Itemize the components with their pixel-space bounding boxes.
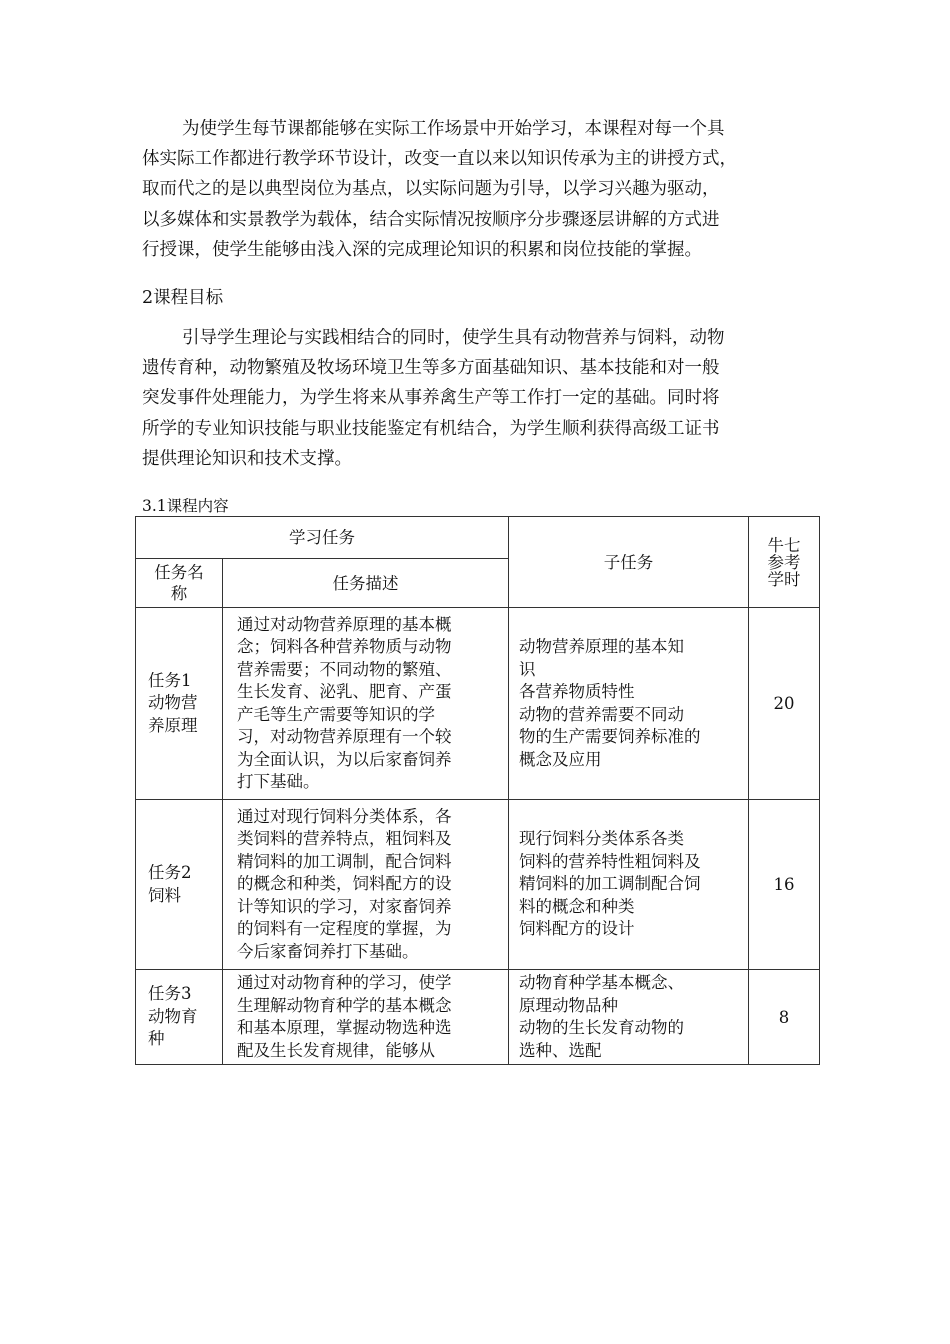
subtask-cell [509,800,749,970]
task-name-line: 任务1 [148,670,192,690]
intro-line: 取而代之的是以典型岗位为基点，以实际问题为引导，以学习兴趣为驱动， [142,179,720,200]
header-task-desc: 任务描述 [223,559,509,608]
subtask-line: 动物营养原理的基本知 [519,637,684,656]
task-name-cell [136,608,223,800]
task-desc-line: 生理解动物育种学的基本概念 [237,995,452,1015]
task-desc-line: 通过对动物营养原理的基本概 [237,614,452,634]
subtask-line: 动物的生长发育动物的 [519,1018,684,1037]
subtask-line: 原理动物品种 [519,995,618,1015]
goal-paragraph [142,323,832,474]
task-desc-cell [223,608,509,800]
subtask-cell [509,970,749,1065]
task-desc-line: 的饲料有一定程度的掌握，为 [237,919,452,939]
subtask-line: 物的生产需要饲养标准的 [519,727,701,746]
task-desc-line: 为全面认识，为以后家畜饲养 [237,749,452,769]
task-name-line: 饲料 [148,885,181,905]
task-name-cell [136,800,223,970]
task-desc-line: 配及生长发育规律，能够从 [237,1040,435,1060]
subtask-line: 识 [519,659,536,679]
intro-line: 体实际工作都进行教学环节设计，改变一直以来以知识传承为主的讲授方式， [142,149,737,170]
task-desc-line: 精饲料的加工调制，配合饲料 [237,851,452,871]
header-hours [749,517,820,608]
task-desc-cell [223,800,509,970]
task-name-line: 任务3 [148,984,192,1004]
subtask-line: 动物育种学基本概念、 [519,973,684,992]
task-name-cell [136,970,223,1065]
header-hours-line: 参考 [767,552,801,572]
hours-cell: 8 [749,970,820,1065]
task-name-line: 动物营 [148,693,198,713]
header-learning-task: 学习任务 [136,517,509,559]
task-desc-line: 和基本原理，掌握动物选种选 [237,1018,452,1037]
goal-line: 突发事件处理能力，为学生将来从事养禽生产等工作打一定的基础。同时将 [142,388,720,409]
task-desc-line: 今后家畜饲养打下基础。 [237,941,419,961]
subtask-line: 动物的营养需要不同动 [519,704,684,724]
subtask-line: 料的概念和种类 [519,896,635,916]
task-desc-line: 通过对现行饲料分类体系，各 [237,806,452,826]
task-desc-line: 通过对动物育种的学习，使学 [237,973,452,992]
subtask-line: 精饲料的加工调制配合饲 [519,874,701,894]
header-hours-line: 学时 [767,569,801,589]
task-name-line: 任务2 [148,863,192,882]
task-desc-line: 打下基础。 [237,772,320,791]
subtask-line: 各营养物质特性 [519,682,635,701]
task-desc-line: 营养需要；不同动物的繁殖、 [237,659,452,679]
intro-line: 以多媒体和实景教学为载体，结合实际情况按顺序分步骤逐层讲解的方式进 [142,209,720,230]
subtask-line: 概念及应用 [519,749,602,769]
task-desc-line: 的概念和种类，饲料配方的设 [237,874,452,894]
header-subtask: 子任务 [509,517,749,608]
goal-line: 引导学生理论与实践相结合的同时，使学生具有动物营养与饲料，动物 [182,328,725,348]
task-name-line: 种 [148,1029,165,1049]
header-task-name-line: 称 [170,584,188,603]
table-row [136,800,820,970]
goal-line: 所学的专业知识技能与职业技能鉴定有机结合，为学生顺利获得高级工证书 [142,418,720,439]
table-row [136,970,820,1065]
hours-cell: 20 [749,608,820,800]
section-heading-course-goals: 2课程目标 [142,288,224,308]
intro-line: 为使学生每节课都能够在实际工作场景中开始学习，本课程对每一个具 [182,119,725,139]
subtask-line: 选种、选配 [519,1040,602,1060]
subtask-cell [509,608,749,800]
intro-paragraph [142,114,832,265]
goal-line: 遗传育种，动物繁殖及牧场环境卫生等多方面基础知识、基本技能和对一般 [142,358,720,379]
header-hours-line: 牛七 [767,535,801,555]
task-desc-line: 计等知识的学习，对家畜饲养 [237,896,452,916]
task-desc-line: 类饲料的营养特点，粗饲料及 [237,829,452,849]
task-desc-line: 习，对动物营养原理有一个较 [237,727,452,746]
course-content-table [135,516,820,1065]
task-desc-cell [223,970,509,1065]
header-task-name-line: 任务名 [154,563,204,582]
subtask-line: 饲料配方的设计 [519,919,635,939]
subtask-line: 现行饲料分类体系各类 [519,829,684,849]
intro-line: 行授课，使学生能够由浅入深的完成理论知识的积累和岗位技能的掌握。 [142,239,702,260]
task-desc-line: 产毛等生产需要等知识的学 [237,704,435,724]
task-desc-line: 念；饲料各种营养物质与动物 [237,637,452,656]
header-task-name [136,559,223,608]
hours-cell: 16 [749,800,820,970]
task-desc-line: 生长发育、泌乳、肥育、产蛋 [237,682,452,701]
goal-line: 提供理论知识和技术支撑。 [142,448,352,469]
subtask-line: 饲料的营养特性粗饲料及 [519,851,701,871]
table-caption: 3.1课程内容 [142,497,229,515]
task-name-line: 养原理 [148,715,198,735]
task-name-line: 动物育 [148,1006,198,1026]
table-row [136,608,820,800]
